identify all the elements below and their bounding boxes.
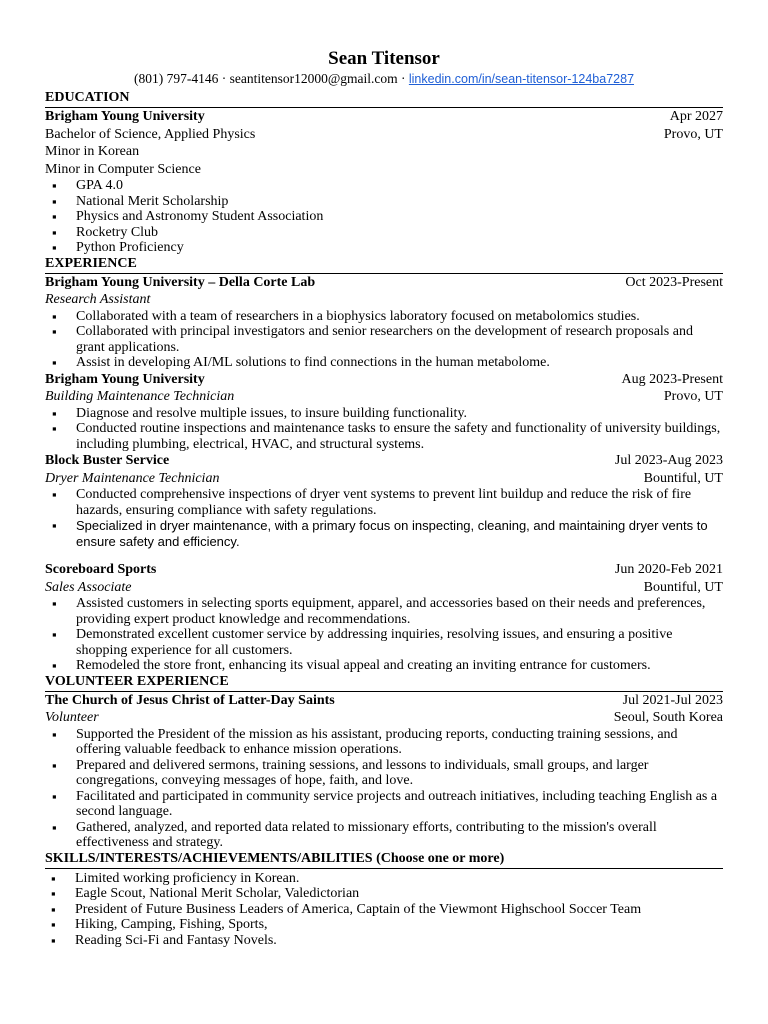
skills-bullet: ▪ Reading Sci-Fi and Fantasy Novels. bbox=[75, 933, 723, 949]
skills-bullet: ▪ Hiking, Camping, Fishing, Sports, bbox=[75, 917, 723, 933]
job-role: Research Assistant bbox=[45, 292, 151, 308]
job-bullets bbox=[45, 309, 723, 371]
volunteer-bullet: ▪ Supported the President of the mission as his assistant, producing reports, conducting training sessions, and offering valuable feedback to enhance mission operations. bbox=[76, 727, 723, 758]
volunteer-role-row bbox=[45, 709, 723, 727]
job-role: Sales Associate bbox=[45, 579, 132, 595]
job-header-row bbox=[45, 371, 723, 389]
job-bullet: ▪ Collaborated with a team of researchers in a biophysics laboratory focused on metabolomics studies. bbox=[76, 309, 723, 325]
education-bullet: ▪ GPA 4.0 bbox=[76, 178, 723, 194]
section-title-education: EDUCATION bbox=[45, 90, 723, 108]
education-bullet: ▪ Rocketry Club bbox=[76, 225, 723, 241]
linkedin-link[interactable]: linkedin.com/in/sean-titensor-124ba7287 bbox=[408, 72, 635, 86]
spacer bbox=[45, 549, 723, 561]
resume-header bbox=[0, 47, 768, 88]
job-date: Jun 2020-Feb 2021 bbox=[614, 562, 723, 578]
job-date: Oct 2023-Present bbox=[625, 274, 723, 290]
job-location: Bountiful, UT bbox=[643, 579, 723, 595]
job-bullet: ▪ Assisted customers in selecting sports equipment, apparel, and accessories based on their needs and preferences, providing expert product knowledge and recommendations. bbox=[76, 596, 723, 627]
job-location: Bountiful, UT bbox=[643, 470, 723, 486]
education-bullets bbox=[45, 178, 723, 256]
education-school-row bbox=[45, 108, 723, 126]
job-bullets bbox=[45, 487, 723, 549]
job-bullet: ▪ Remodeled the store front, enhancing its visual appeal and creating an inviting entrance for customers. bbox=[76, 658, 723, 674]
resume-body bbox=[45, 90, 723, 948]
job-bullet: ▪ Collaborated with principal investigators and senior researchers on the development of research proposals and grant applications. bbox=[76, 324, 723, 355]
skills-bullet: ▪ Limited working proficiency in Korean. bbox=[75, 871, 723, 887]
job-date: Aug 2023-Present bbox=[621, 371, 723, 387]
section-title-volunteer: VOLUNTEER EXPERIENCE bbox=[45, 674, 723, 692]
volunteer-bullet: ▪ Gathered, analyzed, and reported data related to missionary efforts, contributing to the mission's overall effectiveness and strategy. bbox=[76, 820, 723, 851]
volunteer-bullet: ▪ Facilitated and participated in community service projects and outreach initiatives, including teaching English as a second language. bbox=[76, 789, 723, 820]
job-role-row bbox=[45, 470, 723, 488]
volunteer-bullets bbox=[45, 727, 723, 851]
job-bullet: ▪ Specialized in dryer maintenance, with a primary focus on inspecting, cleaning, and maintaining dryer vents to ensure safety and efficiency. bbox=[76, 518, 723, 549]
job-bullet: ▪ Demonstrated excellent customer service by addressing inquiries, resolving issues, and ensuring a positive shopping experience for all customers. bbox=[76, 627, 723, 658]
job-role-row bbox=[45, 291, 723, 309]
education-bullet: ▪ National Merit Scholarship bbox=[76, 194, 723, 210]
job-bullet: ▪ Conducted comprehensive inspections of dryer vent systems to prevent lint buildup and reduce the risk of fire hazards, ensuring compliance with safety regulations. bbox=[76, 487, 723, 518]
education-minor-cs: Minor in Computer Science bbox=[45, 161, 201, 177]
job-header-row bbox=[45, 452, 723, 470]
skills-bullets bbox=[45, 871, 723, 949]
job-location: Provo, UT bbox=[663, 389, 723, 405]
volunteer-header-row bbox=[45, 692, 723, 710]
education-date: Apr 2027 bbox=[669, 109, 723, 124]
job-bullet: ▪ Diagnose and resolve multiple issues, to insure building functionality. bbox=[76, 406, 723, 422]
job-bullet: ▪ Conducted routine inspections and maintenance tasks to ensure the safety and functionality of university buildings, including plumbing, electrical, HVAC, and structural systems. bbox=[76, 421, 723, 452]
job-org: Brigham Young University bbox=[45, 371, 205, 387]
contact-line bbox=[0, 70, 768, 88]
skills-bullet: ▪ President of Future Business Leaders of America, Captain of the Viewmont Highschool Soccer Team bbox=[75, 902, 723, 918]
education-degree-row bbox=[45, 126, 723, 144]
job-org: Block Buster Service bbox=[45, 453, 170, 469]
education-bullet: ▪ Physics and Astronomy Student Association bbox=[76, 209, 723, 225]
education-minor-korean: Minor in Korean bbox=[45, 144, 140, 159]
education-location: Provo, UT bbox=[663, 126, 723, 142]
job-bullets bbox=[45, 596, 723, 674]
job-role: Building Maintenance Technician bbox=[45, 389, 235, 405]
education-school: Brigham Young University bbox=[45, 109, 205, 124]
section-title-skills: SKILLS/INTERESTS/ACHIEVEMENTS/ABILITIES (Choose one or more) bbox=[45, 851, 723, 869]
skills-bullet: ▪ Eagle Scout, National Merit Scholar, Valedictorian bbox=[75, 886, 723, 902]
job-bullet: ▪ Assist in developing AI/ML solutions to find connections in the human metabolome. bbox=[76, 355, 723, 371]
job-bullets bbox=[45, 406, 723, 453]
job-date: Jul 2023-Aug 2023 bbox=[614, 453, 723, 469]
job-role-row bbox=[45, 579, 723, 597]
job-header-row bbox=[45, 274, 723, 292]
education-degree: Bachelor of Science, Applied Physics bbox=[45, 126, 256, 142]
volunteer-org: The Church of Jesus Christ of Latter-Day Saints bbox=[45, 692, 335, 708]
education-bullet: ▪ Python Proficiency bbox=[76, 240, 723, 256]
job-org: Scoreboard Sports bbox=[45, 562, 157, 578]
volunteer-bullet: ▪ Prepared and delivered sermons, training sessions, and lessons to individuals, small groups, and larger congregations, conveying messages of hope, faith, and love. bbox=[76, 758, 723, 789]
section-title-experience: EXPERIENCE bbox=[45, 256, 723, 274]
job-role: Dryer Maintenance Technician bbox=[45, 470, 220, 486]
volunteer-location: Seoul, South Korea bbox=[613, 710, 723, 726]
candidate-name: Sean Titensor bbox=[328, 48, 440, 69]
contact-text: (801) 797-4146 · seantitensor12000@gmail.com · bbox=[133, 71, 409, 86]
job-header-row bbox=[45, 561, 723, 579]
volunteer-role: Volunteer bbox=[45, 710, 99, 726]
job-role-row bbox=[45, 388, 723, 406]
volunteer-date: Jul 2021-Jul 2023 bbox=[622, 692, 723, 708]
job-org: Brigham Young University – Della Corte Lab bbox=[45, 274, 316, 290]
